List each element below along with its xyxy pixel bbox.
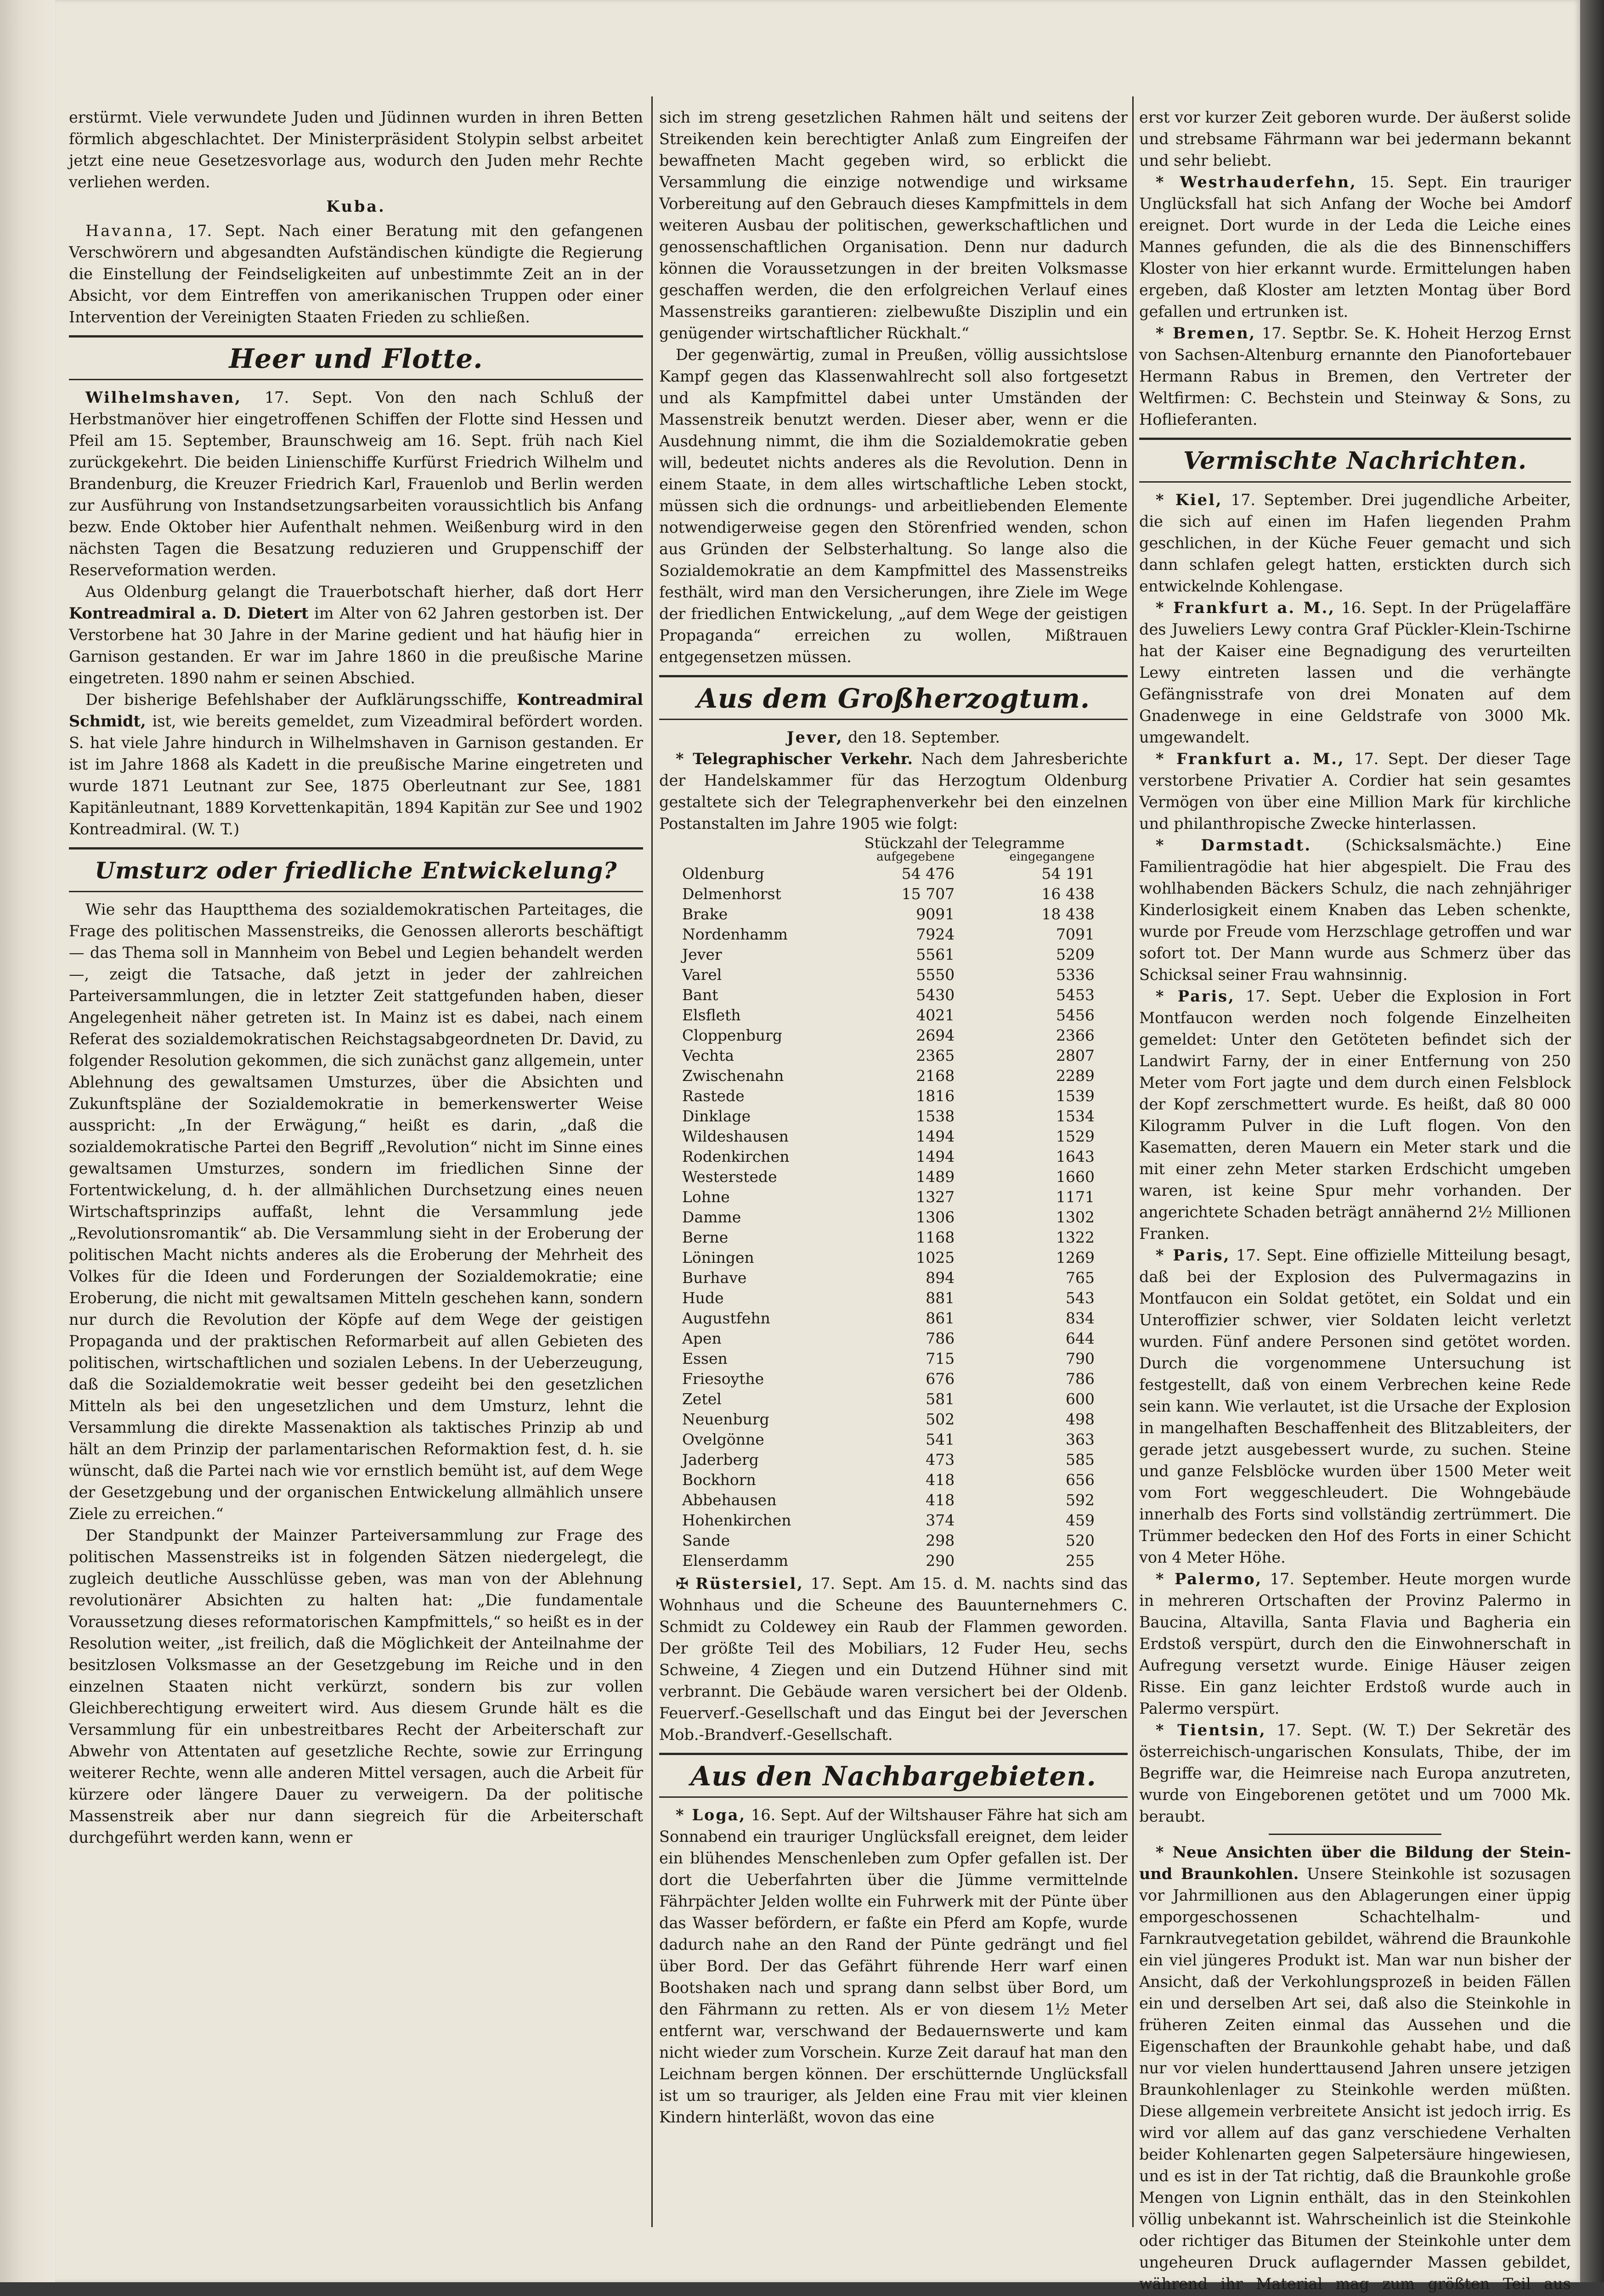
article-wilhelmshaven: Wilhelmshaven, 17. Sept. Von den nach Schluß der Herbstmanöver hier eingetroffenen Schiffen der Flotte sind Hessen und Pfeil am 15. September, Braunschweig am 16. Sept. früh nach Kiel zurückgekehrt. Die beiden Linienschiffe Kurfürst Friedrich Wilhelm und Brandenburg, die Kreuzer Friedrich Karl, Frauenlob und Berlin werden zur Ausführung von Instandsetzungsarbeiten voraussichtlich bis Anfang bezw. Ende Oktober hier Aufenthalt nehmen. Weißenburg wird in den nächsten Tagen die Besatzung reduzieren und Gruppenschiff der Reserveformation werden. <box>69 388 643 579</box>
article-heading: * Telegraphischer Verkehr. <box>676 750 913 768</box>
received-count: 1171 <box>1056 1188 1095 1206</box>
section-title-heer-und-flotte: Heer und Flotte. <box>69 335 643 380</box>
sent-count: 1327 <box>916 1188 955 1206</box>
station-name: Bockhorn <box>682 1471 756 1489</box>
station-name: Elsfleth <box>682 1006 741 1024</box>
received-count: 498 <box>1066 1410 1095 1428</box>
received-count: 786 <box>1066 1370 1095 1388</box>
article-neue-ansichten: * Neue Ansichten über die Bildung der Stein- und Braunkohlen. Unsere Steinkohle ist sozusagen vor Jahrmillionen aus den Ablagerungen einer üppig emporgeschossenen Schachtelhalm- und Farnkrautvegetation gebildet, während die Braunkohle ein viel jüngeres Produkt ist. Man war nun bisher der Ansicht, daß der Verkohlungsprozeß in beiden Fällen ein und derselben Art sei, daß also die Steinkohle in früheren Zeiten einmal das Aussehen und die Eigenschaften der Braunkohle gehabt habe, und daß nur vor vielen hunderttausend Jahren unsere jetzigen Braunkohlenlager zu Steinkohle werden müßten. Diese allgemein verbreitete Ansicht ist jedoch irrig. Es wird vor allem auf das ganz verschiedene Verhalten beider Kohlenarten gegen Salpetersäure hingewiesen, und es ist in der Tat richtig, daß die Braunkohle große Mengen von Lignin enthält, das in den Steinkohlen völlig unbekannt ist. Wahrscheinlich ist die Steinkohle oder richtiger das Bitumen der Steinkohle unter dem ungeheuren Druck auflagernder Massen gebildet, während ihr Material mag zum größten Teil aus <box>1139 1843 1571 2293</box>
station-name: Wildeshausen <box>682 1127 789 1145</box>
table-row <box>678 965 1099 985</box>
paragraph: erst vor kurzer Zeit geboren wurde. Der äußerst solide und strebsame Fährmann war bei jedermann bekannt und sehr beliebt. <box>1139 108 1571 169</box>
station-name: Ovelgönne <box>682 1430 764 1448</box>
sent-count: 502 <box>926 1410 955 1428</box>
received-count: 16 438 <box>1041 885 1095 903</box>
table-row <box>678 1167 1099 1187</box>
paragraph: Der gegenwärtig, zumal in Preußen, völlig aussichtslose Kampf gegen das Klassenwahlrecht soll also fortgesetzt und als Kampfmittel dabei unter Umständen der Massenstreik benutzt werden. Dieser aber, wenn er die Ausdehnung nimmt, die ihm die Sozialdemokratie geben will, bedeutet nichts anderes als die Revolution. Denn in einem Staate, in dem alles wirtschaftliche Leben stockt, müssen sich die ordnungs- und arbeitliebenden Elemente notwendigerweise gegen den Störenfried wenden, schon aus Gründen der Selbsterhaltung. So lange also die Sozialdemokratie an dem Kampfmittel des Massenstreiks festhält, wird man den Versicherungen, ihre Ziele im Wege der friedlichen Entwickelung, „auf dem Wege der geistigen Propaganda“ erreichen zu wollen, Mißtrauen entgegensetzen müssen. <box>659 346 1128 666</box>
table-row <box>678 1308 1099 1328</box>
paragraph: Wie sehr das Hauptthema des sozialdemokratischen Parteitages, die Frage des politischen Massenstreiks, die Genossen allerorts beschäftigt — das Thema soll in Mannheim von Bebel und Legien behandelt werden —, zeigt die Tatsache, daß jetzt in jeder der zahlreichen Parteiversammlungen, die in letzter Zeit stattgefunden haben, dieser Angelegenheit näher getreten ist. In Mainz ist es dabei, nach einem Referat des sozialdemokratischen Reichstagsabgeordneten Dr. David, zu folgender Resolution gekommen, die sich zunächst ganz allgemein, unter Ablehnung des gewaltsamen Umsturzes, über die Absichten und Zukunftspläne der Sozialdemokratie in bemerkenswerter Weise ausspricht: „In der Erwägung,“ heißt es darin, „daß die sozialdemokratische Partei den Begriff „Revolution“ nicht im Sinne eines gewaltsamen Umsturzes, sondern im friedlichen Sinne der Fortentwickelung, d. h. der allmählichen Durchsetzung eines neuen Wirtschaftsprinzips auffaßt, lehnt die Versammlung jede „Revolutionsromantik“ ab. Die Versammlung sieht in der Eroberung der politischen Macht nichts anderes als die Eroberung der Mehrheit des Volkes für die Ideen und Forderungen der Sozialdemokratie; eine Eroberung, die nicht mit gewaltsamen Mitteln geschehen kann, sondern nur durch die Revolution der Köpfe auf dem Wege der geistigen Propaganda und der praktischen Reformarbeit auf allen Gebieten des politischen, wirtschaftlichen und sozialen Lebens. In der Ueberzeugung, daß die Sozialdemokratie weit besser gedeiht bei den gesetzlichen Mitteln als bei den ungesetzlichen und dem Umsturz, lehnt die Versammlung die direkte Massenaktion als taktisches Prinzip ab und hält an dem Prinzip der parlamentarischen Reformaktion fest, d. h. sie wünscht, daß die Partei nach wie vor ernstlich bemüht ist, auf dem Wege der Gesetzgebung und der organischen Entwickelung allmählich unsere Ziele zu erreichen.“ <box>69 900 643 1523</box>
table-row <box>678 1005 1099 1025</box>
received-count: 1539 <box>1056 1087 1095 1105</box>
article-paris-1: * Paris, 17. Sept. Ueber die Explosion in Fort Montfaucon werden noch folgende Einzelheiten gemeldet: Unter den Getöteten befindet sich der Landwirt Farny, der in einer Entfernung von 250 Meter vom Fort jagte und dem durch einen Felsblock der Kopf zerschmettert wurde. Es heißt, daß 80 000 Kilogramm Pulver in die Luft flogen. Von den Kasematten, deren Mauern ein Meter stark und die mit einer zehn Meter starken Erdschicht umgeben waren, ist keine Spur mehr vorhanden. Der angerichtete Schaden beträgt annähernd 2½ Millionen Franken. <box>1139 987 1571 1243</box>
received-count: 2366 <box>1056 1026 1095 1044</box>
received-count: 543 <box>1066 1289 1095 1307</box>
received-count: 18 438 <box>1041 905 1095 923</box>
table-header: Stückzahl der Telegramme <box>864 834 1065 852</box>
station-name: Zwischenahn <box>682 1067 784 1085</box>
table-row <box>678 864 1099 884</box>
sent-count: 4021 <box>916 1006 955 1024</box>
telegram-table <box>678 836 1099 1571</box>
received-count: 1302 <box>1056 1208 1095 1226</box>
station-name: Hohenkirchen <box>682 1511 791 1529</box>
table-row <box>678 1268 1099 1288</box>
table-row <box>678 1046 1099 1066</box>
article-paris-2: * Paris, 17. Sept. Eine offizielle Mitteilung besagt, daß bei der Explosion des Pulvermagazins in Montfaucon ein Soldat getötet, ein Soldat und ein Unteroffizier schwer, vier Soldaten leicht verletzt wurden. Fünf andere Personen sind getötet worden. Durch die vorgenommene Untersuchung ist festgestellt, daß von einem Verbrechen keine Rede sein kann. Wie verlautet, ist die Ursache der Explosion in mangelhaften Beschaffenheit des Blitzableiters, der gerade jetzt ausgebessert wurde, zu suchen. Steine und ganze Felsblöcke wurden über 1500 Meter weit vom Fort weggeschleudert. Die Wohngebäude innerhalb des Forts sind vollständig zertrümmert. Die Trümmer bedecken den Hof des Forts in einer Schicht von 4 Meter Höhe. <box>1139 1246 1571 1566</box>
table-row <box>678 945 1099 965</box>
sent-count: 2365 <box>916 1047 955 1064</box>
table-row <box>678 1227 1099 1248</box>
sent-count: 9091 <box>916 905 955 923</box>
table-row <box>678 1025 1099 1046</box>
sent-count: 1494 <box>916 1148 955 1165</box>
table-row <box>678 1551 1099 1571</box>
station-name: Essen <box>682 1350 728 1367</box>
dateline: * Palermo, <box>1156 1570 1263 1588</box>
column-2 <box>659 107 1128 2213</box>
station-name: Jever <box>682 945 722 963</box>
received-count: 5453 <box>1056 986 1095 1004</box>
station-name: Varel <box>682 966 722 984</box>
sent-count: 581 <box>926 1390 955 1408</box>
station-name: Dinklage <box>682 1107 751 1125</box>
station-name: Burhave <box>682 1269 747 1287</box>
table-row <box>678 1248 1099 1268</box>
received-count: 834 <box>1066 1309 1095 1327</box>
article-loga: * Loga, 16. Sept. Auf der Wiltshauser Fähre hat sich am Sonnabend ein trauriger Unglücksfall ereignet, dem leider ein blühendes Menschenleben zum Opfer gefallen ist. Der dort die Ueberfahrten über die Jümme vermittelnde Fährpächter Jelden wollte ein Fuhrwerk mit der Pünte über das Wasser befördern, er faßte ein Pferd am Kopfe, wurde dadurch nahe an den Rand der Pünte gedrängt und fiel über Bord. Der das Gefährt führende Herr warf einen Bootshaken nach und sprang dann selbst über Bord, um den Fährmann zu retten. Als er von diesem 1½ Meter entfernt war, verschwand der Bedauernswerte und kam nicht wieder zum Vorschein. Kurze Zeit darauf hat man den Leichnam bergen können. Der erschütternde Unglücksfall ist um so trauriger, als Jelden eine Frau mit vier kleinen Kindern hinterläßt, wovon das eine <box>659 1806 1128 2126</box>
received-count: 765 <box>1066 1269 1095 1287</box>
dateline: * Frankfurt a. M., <box>1156 599 1335 617</box>
station-name: Augustfehn <box>682 1309 770 1327</box>
article-westrhauderfehn: * Westrhauderfehn, 15. Sept. Ein trauriger Unglücksfall hat sich Anfang der Woche bei Amdorf ereignet. Dort wurde in der Leda die Leiche eines Mannes gefunden, die als die des Binnenschiffers Kloster von hier erkannt wurde. Ermittelungen haben ergeben, daß Kloster am letzten Montag über Bord gefallen und ertrunken ist. <box>1139 173 1571 321</box>
table-row <box>678 904 1099 924</box>
received-count: 5209 <box>1056 945 1095 963</box>
sent-count: 418 <box>926 1471 955 1489</box>
section-title-grossherzogtum: Aus dem Großherzogtum. <box>659 675 1128 720</box>
person-name: Kontreadmiral Schmidt, <box>69 691 643 730</box>
dateline: * Tientsin, <box>1156 1721 1266 1739</box>
sent-count: 1025 <box>916 1249 955 1266</box>
station-name: Delmenhorst <box>682 885 781 903</box>
station-name: Jaderberg <box>682 1451 759 1469</box>
column-3 <box>1139 107 1571 2293</box>
station-name: Vechta <box>682 1047 734 1064</box>
column-1 <box>69 107 643 2213</box>
station-name: Friesoythe <box>682 1370 764 1388</box>
scan-right-edge <box>1580 0 1604 2282</box>
separator-rule <box>1269 1834 1441 1835</box>
received-count: 656 <box>1066 1471 1095 1489</box>
sent-count: 1489 <box>916 1168 955 1186</box>
table-row <box>678 985 1099 1005</box>
dateline-jever: Jever, den 18. September. <box>786 728 1000 746</box>
station-name: Berne <box>682 1228 729 1246</box>
paragraph: erstürmt. Viele verwundete Juden und Jüdinnen wurden in ihren Betten förmlich abgeschlachtet. Der Ministerpräsident Stolypin selbst arbeitet jetzt eine neue Gesetzesvorlage aus, wodurch den Juden mehr Rechte verliehen werden. <box>69 108 643 191</box>
table-row <box>678 1450 1099 1470</box>
station-name: Rastede <box>682 1087 745 1105</box>
sent-count: 1538 <box>916 1107 955 1125</box>
paragraph: sich im streng gesetzlichen Rahmen hält und seitens der Streikenden kein berechtigter Anlaß zum Eingreifen der bewaffneten Macht gegeben wird, so erblickt die Versammlung die einzige notwendige und wirksame Vorbereitung auf den Gebrauch dieses Kampfmittels in dem weiteren Ausbau der politischen, gewerkschaftlichen und genossenschaftlichen Organisation. Denn nur dadurch können die Voraussetzungen in der breiten Volksmasse geschaffen werden, die den erfolgreichen Verlauf eines Massenstreiks garantieren: zielbewußte Disziplin und ein genügender wirtschaftlicher Rückhalt.“ <box>659 108 1128 342</box>
received-count: 363 <box>1066 1430 1095 1448</box>
station-name: Apen <box>682 1329 722 1347</box>
station-name: Brake <box>682 905 728 923</box>
station-name: Westerstede <box>682 1168 777 1186</box>
received-count: 1534 <box>1056 1107 1095 1125</box>
table-row <box>678 1409 1099 1429</box>
station-name: Cloppenburg <box>682 1026 782 1044</box>
article-dietert: Aus Oldenburg gelangt die Trauerbotschaft hierher, daß dort Herr Kontreadmiral a. D. Dietert im Alter von 62 Jahren gestorben ist. Der Verstorbene hat 30 Jahre in der Marine gedient und hat häufig hier in Garnison gestanden. Er war im Jahre 1860 in die preußische Marine eingetreten. 1890 nahm er seinen Abschied. <box>69 583 643 687</box>
sent-count: 541 <box>926 1430 955 1448</box>
station-name: Sande <box>682 1531 730 1549</box>
table-row <box>678 1106 1099 1126</box>
sent-count: 15 707 <box>901 885 955 903</box>
dateline: * Bremen, <box>1156 324 1256 342</box>
station-name: Elenserdamm <box>682 1552 789 1570</box>
received-count: 5456 <box>1056 1006 1095 1024</box>
table-row <box>678 1328 1099 1349</box>
table-body <box>678 864 1099 1571</box>
column-rule <box>1132 96 1134 2227</box>
station-name: Nordenhamm <box>682 925 788 943</box>
dateline: * Kiel, <box>1156 491 1223 509</box>
received-count: 5336 <box>1056 966 1095 984</box>
article-darmstadt: * Darmstadt. (Schicksalsmächte.) Eine Familientragödie hat hier abgespielt. Die Frau des wohlhabenden Bäckers Schulz, die nach zehnjähriger Kinderlosigkeit einem Knaben das Leben schenkte, wurde por Freude vom Herzschlage getroffen und war sofort tot. Der Mann wurde aus Schmerz über das Schicksal seiner Frau wahnsinnig. <box>1139 836 1571 984</box>
station-name: Damme <box>682 1208 741 1226</box>
article-frankfurt-1: * Frankfurt a. M., 16. Sept. In der Prügelaffäre des Juweliers Lewy contra Graf Pückler-Klein-Tschirne hat der Kaiser eine Begnadigung des verurteilten Lewy eintreten lassen und die verhängte Gefängnisstrafe von drei Monaten auf dem Gnadenwege in eine Geldstrafe von 3000 Mk. umgewandelt. <box>1139 599 1571 746</box>
dateline: * Paris, <box>1156 987 1235 1005</box>
table-row <box>678 1126 1099 1147</box>
article-bremen: * Bremen, 17. Septbr. Se. K. Hoheit Herzog Ernst von Sachsen-Altenburg ernannte den Pianofortebauer Hermann Rabus in Bremen, den Vertreter der Weltfirmen: C. Bechstein und Steinway & Sons, zu Hoflieferanten. <box>1139 324 1571 428</box>
received-count: 592 <box>1066 1491 1095 1509</box>
table-row <box>678 1470 1099 1490</box>
received-count: 520 <box>1066 1531 1095 1549</box>
sent-count: 861 <box>926 1309 955 1327</box>
sent-count: 290 <box>926 1552 955 1570</box>
received-count: 790 <box>1066 1350 1095 1367</box>
article-palermo: * Palermo, 17. September. Heute morgen wurde in mehreren Ortschaften der Provinz Palermo in Baucina, Altavilla, Santa Flavia und Bagheria ein Erdstoß verspürt, durch den die Einwohnerschaft in Aufregung versetzt wurde. Einige Häuser zeigen Risse. Ein ganz leichter Erdstoß wurde auch in Palermo verspürt. <box>1139 1570 1571 1717</box>
table-row <box>678 1389 1099 1409</box>
station-name: Lohne <box>682 1188 730 1206</box>
sent-count: 2168 <box>916 1067 955 1085</box>
sent-count: 7924 <box>916 925 955 943</box>
table-row <box>678 1510 1099 1531</box>
table-row <box>678 884 1099 904</box>
sent-count: 894 <box>926 1269 955 1287</box>
received-count: 1660 <box>1056 1168 1095 1186</box>
table-row <box>678 1369 1099 1389</box>
section-title-umsturz: Umsturz oder friedliche Entwickelung? <box>69 847 643 892</box>
table-row <box>678 1490 1099 1510</box>
table-row <box>678 1187 1099 1207</box>
table-row <box>678 1066 1099 1086</box>
received-count: 600 <box>1066 1390 1095 1408</box>
sent-count: 5430 <box>916 986 955 1004</box>
station-name: Neuenburg <box>682 1410 769 1428</box>
dateline: * Loga, <box>676 1806 746 1824</box>
dateline: Rüstersiel, <box>695 1575 804 1593</box>
sent-count: 298 <box>926 1531 955 1549</box>
dateline: * Frankfurt a. M., <box>1156 750 1345 768</box>
received-count: 2289 <box>1056 1067 1095 1085</box>
article-schmidt: Der bisherige Befehlshaber der Aufklärungsschiffe, Kontreadmiral Schmidt, ist, wie bereits gemeldet, zum Vizeadmiral befördert worden. S. hat viele Jahre hindurch in Wilhelmshaven in Garnison gestanden. Er ist im Jahre 1868 als Kadett in die preußische Marine eingetreten und wurde 1871 Leutnant zur See, 1875 Oberleutnant zur See, 1881 Kapitänleutnant, 1889 Korvettenkapitän, 1894 Kapitän zur See und 1902 Kontreadmiral. (W. T.) <box>69 691 643 838</box>
scan-left-edge <box>0 0 55 2282</box>
received-count: 644 <box>1066 1329 1095 1347</box>
sent-count: 1816 <box>916 1087 955 1105</box>
sent-count: 54 476 <box>901 865 955 883</box>
station-name: Hude <box>682 1289 724 1307</box>
column-header: aufgegebene <box>876 850 955 864</box>
table-row <box>678 1429 1099 1450</box>
article-telegraphischer-verkehr: * Telegraphischer Verkehr. Nach dem Jahresberichte der Handelskammer für das Herzogtum Oldenburg gestaltete sich der Telegraphenverkehr bei den einzelnen Postanstalten im Jahre 1905 wie folgt: <box>659 750 1128 833</box>
dateline: Wilhelmshaven, <box>85 388 242 406</box>
received-count: 2807 <box>1056 1047 1095 1064</box>
article-kiel: * Kiel, 17. September. Drei jugendliche Arbeiter, die sich auf einen im Hafen liegenden Prahm geschlichen, in der Küche Feuer gemacht und sich dann schlafen gelegt hatten, erstickten durch sich entwickelnde Kohlengase. <box>1139 491 1571 595</box>
sent-count: 418 <box>926 1491 955 1509</box>
received-count: 585 <box>1066 1451 1095 1469</box>
sent-count: 715 <box>926 1350 955 1367</box>
station-name: Rodenkirchen <box>682 1148 790 1165</box>
dateline: * Westrhauderfehn, <box>1156 173 1357 191</box>
section-title-nachbargebiete: Aus den Nachbargebieten. <box>659 1753 1128 1798</box>
received-count: 459 <box>1066 1511 1095 1529</box>
table-row <box>678 1207 1099 1227</box>
column-rule <box>651 96 653 2227</box>
table-row <box>678 1288 1099 1308</box>
table-row <box>678 1349 1099 1369</box>
received-count: 1322 <box>1056 1228 1095 1246</box>
cross-mark: ✠ <box>676 1575 696 1593</box>
sent-count: 881 <box>926 1289 955 1307</box>
table-row <box>678 1531 1099 1551</box>
column-header: eingegangene <box>1009 850 1095 864</box>
received-count: 7091 <box>1056 925 1095 943</box>
sent-count: 5561 <box>916 945 955 963</box>
article-heading: * Neue Ansichten über die Bildung der Stein- und Braunkohlen. <box>1139 1843 1571 1883</box>
sent-count: 2694 <box>916 1026 955 1044</box>
received-count: 1529 <box>1056 1127 1095 1145</box>
station-name: Oldenburg <box>682 865 764 883</box>
table-row <box>678 1086 1099 1106</box>
sent-count: 5550 <box>916 966 955 984</box>
person-name: Kontreadmiral a. D. Dietert <box>69 604 309 622</box>
sent-count: 1168 <box>916 1228 955 1246</box>
section-title-vermischte-nachrichten: Vermischte Nachrichten. <box>1139 438 1571 483</box>
table-row <box>678 1147 1099 1167</box>
article-havanna: Havanna, 17. Sept. Nach einer Beratung mit den gefangenen Verschwörern und abgesandten Aufständischen kündigte die Regierung die Einstellung der Feindseligkeiten auf unbestimmte Zeit an in der Absicht, vor dem Eintreffen von amerikanischen Truppen oder einer Intervention der Vereinigten Staaten Frieden zu schließen. <box>69 222 643 326</box>
dateline: * Paris, <box>1156 1246 1231 1264</box>
station-name: Bant <box>682 986 718 1004</box>
table-row <box>678 924 1099 945</box>
received-count: 1643 <box>1056 1148 1095 1165</box>
article-frankfurt-2: * Frankfurt a. M., 17. Sept. Der dieser Tage verstorbene Privatier A. Cordier hat sein gesamtes Vermögen von über eine Million Mark für kirchliche und philanthropische Zwecke hinterlassen. <box>1139 750 1571 833</box>
dateline: * Darmstadt. <box>1156 836 1312 854</box>
subheading-kuba: Kuba. <box>326 197 386 215</box>
received-count: 255 <box>1066 1552 1095 1570</box>
received-count: 54 191 <box>1041 865 1095 883</box>
sent-count: 1494 <box>916 1127 955 1145</box>
article-ruestersiel: ✠ Rüstersiel, 17. Sept. Am 15. d. M. nachts sind das Wohnhaus und die Scheune des Bauunternehmers C. Schmidt zu Coldewey ein Raub der Flammen geworden. Der größte Teil des Mobiliars, 12 Fuder Heu, sechs Schweine, 4 Ziegen und ein Dutzend Hühner sind mit verbrannt. Die Gebäude waren versichert bei der Oldenb. Feuerverf.-Gesellschaft und das Eingut bei der Jeverschen Mob.-Brandverf.-Gesellschaft. <box>659 1575 1128 1744</box>
station-name: Löningen <box>682 1249 754 1266</box>
sent-count: 374 <box>926 1511 955 1529</box>
station-name: Abbehausen <box>682 1491 777 1509</box>
dateline: Havanna, <box>85 222 175 240</box>
paragraph: Der Standpunkt der Mainzer Parteiversammlung zur Frage des politischen Massenstreiks ist in folgenden Sätzen niedergelegt, die zugleich deutliche Ausschlüsse geben, was man von der Ablehnung revolutionärer Absichten zu halten hat: „Die fundamentale Voraussetzung dieses reformatorischen Kampfmittels,“ so heißt es in der Resolution weiter, „ist freilich, daß die Möglichkeit der Anteilnahme der besitzlosen Volksmasse an der Gesetzgebung im Reiche und in den einzelnen Staaten nicht verkürzt, sondern bis zur vollen Gleichberechtigung erweitert wird. Aus diesem Grunde hält es die Versammlung für ein unbestreitbares Recht der Arbeiterschaft zur Abwehr von Attentaten auf gesetzliche Rechte, sowie zur Erringung weiterer Rechte, wenn alle anderen Mittel versagen, auch die Arbeit für kürzere oder längere Dauer zu verweigern. Da der politische Massenstreik aber nur dann siegreich für die Arbeiterschaft durchgeführt werden kann, wenn er <box>69 1526 643 1846</box>
sent-count: 1306 <box>916 1208 955 1226</box>
sent-count: 786 <box>926 1329 955 1347</box>
article-tientsin: * Tientsin, 17. Sept. (W. T.) Der Sekretär des österreichisch-ungarischen Konsulats, Thibe, der im Begriffe war, die Heimreise nach Europa anzutreten, wurde von Eingeborenen getötet und um 7000 Mk. beraubt. <box>1139 1721 1571 1825</box>
sent-count: 473 <box>926 1451 955 1469</box>
sent-count: 676 <box>926 1370 955 1388</box>
station-name: Zetel <box>682 1390 722 1408</box>
received-count: 1269 <box>1056 1249 1095 1266</box>
